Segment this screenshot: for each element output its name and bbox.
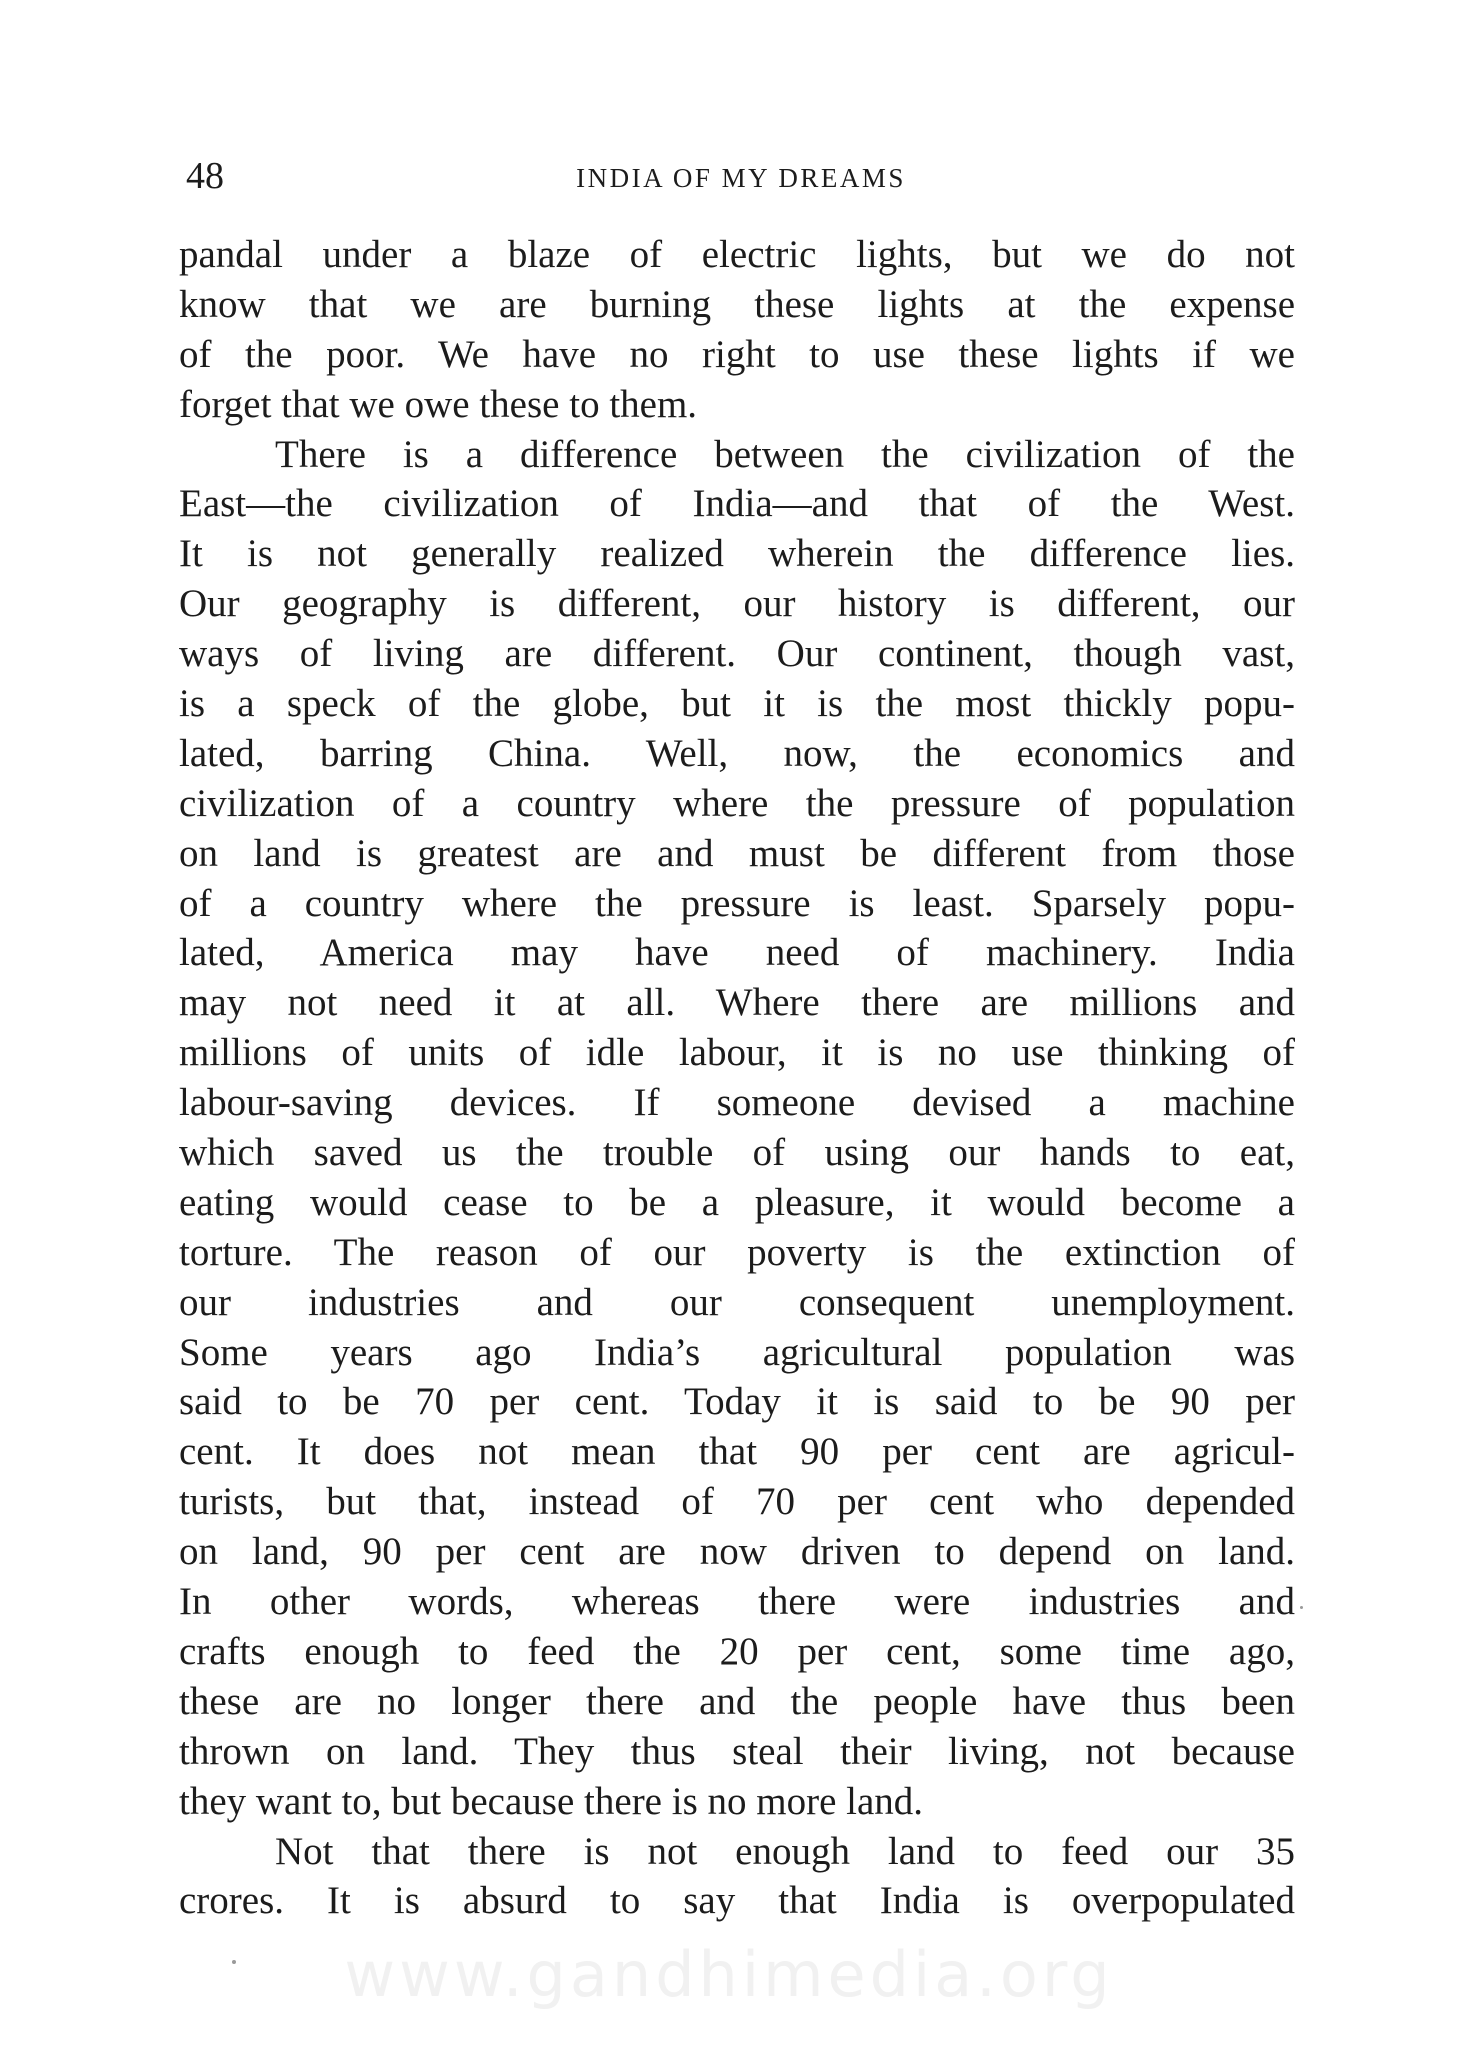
text-line: East—the civilization of India—and that of the West. — [179, 482, 1295, 526]
print-speck — [232, 1960, 236, 1964]
text-line: Our geography is different, our history is different, our — [179, 582, 1295, 626]
text-line: In other words, whereas there were industries and — [179, 1580, 1295, 1624]
text-line: lated, barring China. Well, now, the economics and — [179, 731, 1295, 775]
text-line: they want to, but because there is no more land. — [179, 1779, 924, 1823]
print-speck — [1300, 1606, 1303, 1609]
body-text — [179, 230, 1295, 1926]
text-line: know that we are burning these lights at the expense — [179, 282, 1295, 326]
text-line: of a country where the pressure is least. Sparsely popu- — [179, 881, 1295, 925]
text-line: these are no longer there and the people have thus been — [179, 1679, 1295, 1723]
running-title: INDIA OF MY DREAMS — [576, 163, 906, 193]
text-line: is a speck of the globe, but it is the most thickly popu- — [179, 682, 1295, 726]
text-line: said to be 70 per cent. Today it is said to be 90 per — [179, 1380, 1295, 1424]
text-line: pandal under a blaze of electric lights, but we do not — [179, 233, 1295, 276]
text-line: Not that there is not enough land to feed our 35 — [275, 1829, 1295, 1873]
paragraph — [179, 230, 1295, 430]
text-line: on land, 90 per cent are now driven to depend on land. — [179, 1530, 1295, 1574]
page-header — [186, 152, 1296, 200]
text-line: labour-saving devices. If someone devised a machine — [179, 1081, 1295, 1125]
text-line: forget that we owe these to them. — [179, 382, 698, 426]
text-line: cent. It does not mean that 90 per cent are agricul- — [179, 1430, 1295, 1474]
text-line: millions of units of idle labour, it is no use thinking of — [179, 1031, 1295, 1075]
text-line: on land is greatest are and must be different from those — [179, 831, 1295, 875]
text-line: There is a difference between the civilization of the — [275, 432, 1295, 476]
text-line: It is not generally realized wherein the difference lies. — [179, 532, 1295, 576]
text-line: thrown on land. They thus steal their living, not because — [179, 1729, 1295, 1773]
text-line: torture. The reason of our poverty is the extinction of — [179, 1230, 1295, 1274]
text-line: our industries and our consequent unemployment. — [179, 1280, 1295, 1324]
text-line: civilization of a country where the pressure of population — [179, 781, 1295, 825]
text-line: may not need it at all. Where there are millions and — [179, 981, 1295, 1025]
text-line: crafts enough to feed the 20 per cent, some time ago, — [179, 1629, 1295, 1673]
text-line: ways of living are different. Our continent, though vast, — [179, 632, 1295, 676]
text-line: of the poor. We have no right to use these lights if we — [179, 332, 1295, 376]
text-line: turists, but that, instead of 70 per cent who depended — [179, 1480, 1295, 1524]
text-line: eating would cease to be a pleasure, it would become a — [179, 1180, 1295, 1224]
text-line: lated, America may have need of machinery. India — [179, 931, 1295, 975]
watermark: www.gandhimedia.org — [344, 1938, 1114, 2011]
page-number: 48 — [186, 155, 224, 197]
text-line: which saved us the trouble of using our hands to eat, — [179, 1131, 1295, 1175]
text-line: Some years ago India’s agricultural population was — [179, 1330, 1295, 1374]
paragraph — [179, 1827, 1295, 1927]
paragraph — [179, 430, 1295, 1827]
text-line: crores. It is absurd to say that India is overpopulated — [179, 1879, 1295, 1923]
